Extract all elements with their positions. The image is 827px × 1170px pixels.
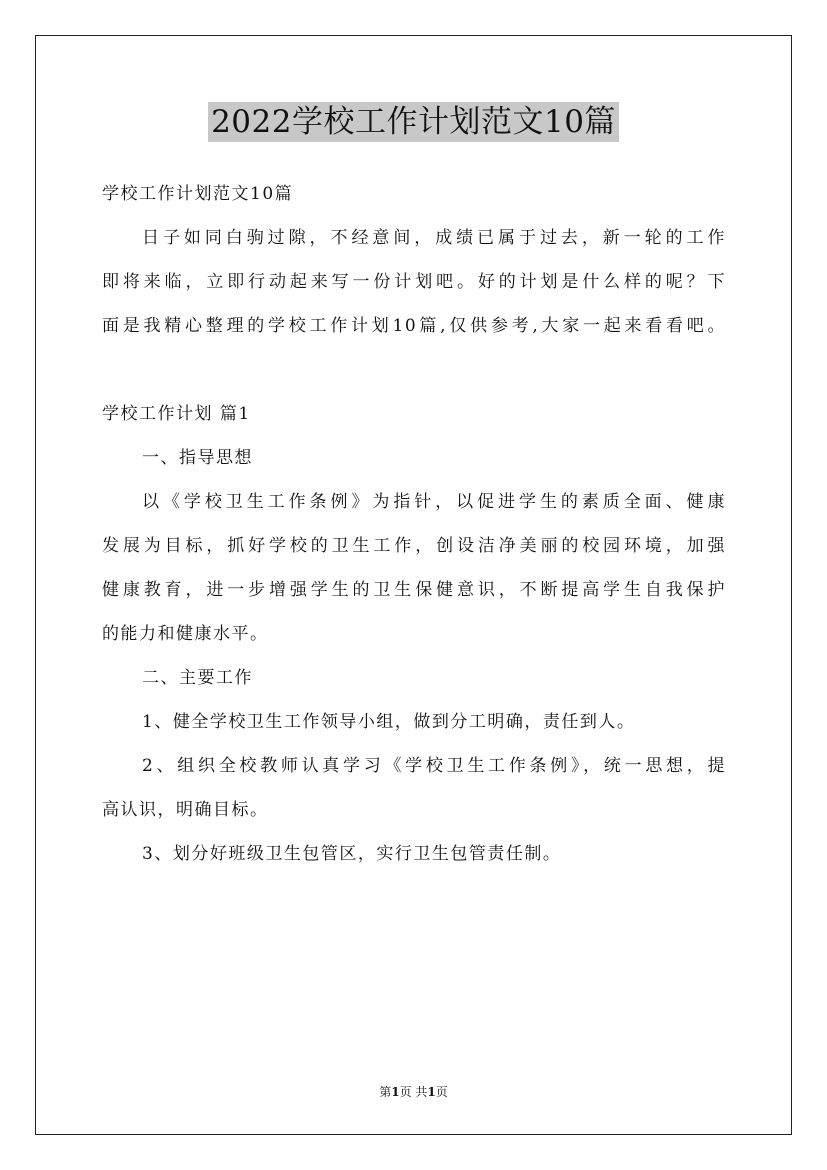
item-2-line-1: 2、组织全校教师认真学习《学校卫生工作条例》，统一思想，提: [142, 756, 726, 776]
item-2-line-2: 高认识，明确目标。: [102, 800, 269, 820]
part1-line-1: 以《学校卫生工作条例》为指针，以促进学生的素质全面、健康: [142, 492, 726, 512]
part1-line-3: 健康教育，进一步增强学生的卫生保健意识，不断提高学生自我保护: [102, 580, 726, 600]
document-body: [102, 172, 726, 876]
document-subtitle: 学校工作计划范文10篇: [102, 184, 294, 204]
footer-page-prefix: 第: [379, 1085, 392, 1099]
document-title: 2022学校工作计划范文10篇: [208, 102, 619, 142]
page-footer: [0, 1084, 827, 1100]
footer-page-suffix: 页: [435, 1085, 448, 1099]
blank-line: [102, 348, 726, 392]
intro-line-2: 即将来临，立即行动起来写一份计划吧。好的计划是什么样的呢？下: [102, 272, 726, 292]
item-1: 1、健全学校卫生工作领导小组，做到分工明确，责任到人。: [142, 712, 636, 732]
footer-page-current: 1: [391, 1085, 400, 1099]
item-3: 3、划分好班级卫生包管区，实行卫生包管责任制。: [142, 844, 562, 864]
intro-line-1: 日子如同白驹过隙，不经意间，成绩已属于过去，新一轮的工作: [142, 228, 726, 248]
part1-heading: 一、指导思想: [142, 448, 253, 468]
section-title: 学校工作计划 篇1: [102, 404, 251, 424]
footer-page-total: 1: [427, 1085, 436, 1099]
part2-heading: 二、主要工作: [142, 668, 253, 688]
part1-line-4: 的能力和健康水平。: [102, 624, 269, 644]
intro-line-3: 面是我精心整理的学校工作计划10篇,仅供参考,大家一起来看看吧。: [102, 316, 726, 336]
title-container: [0, 102, 827, 142]
footer-page-mid: 页 共: [399, 1085, 428, 1099]
part1-line-2: 发展为目标，抓好学校的卫生工作，创设洁净美丽的校园环境，加强: [102, 536, 726, 556]
